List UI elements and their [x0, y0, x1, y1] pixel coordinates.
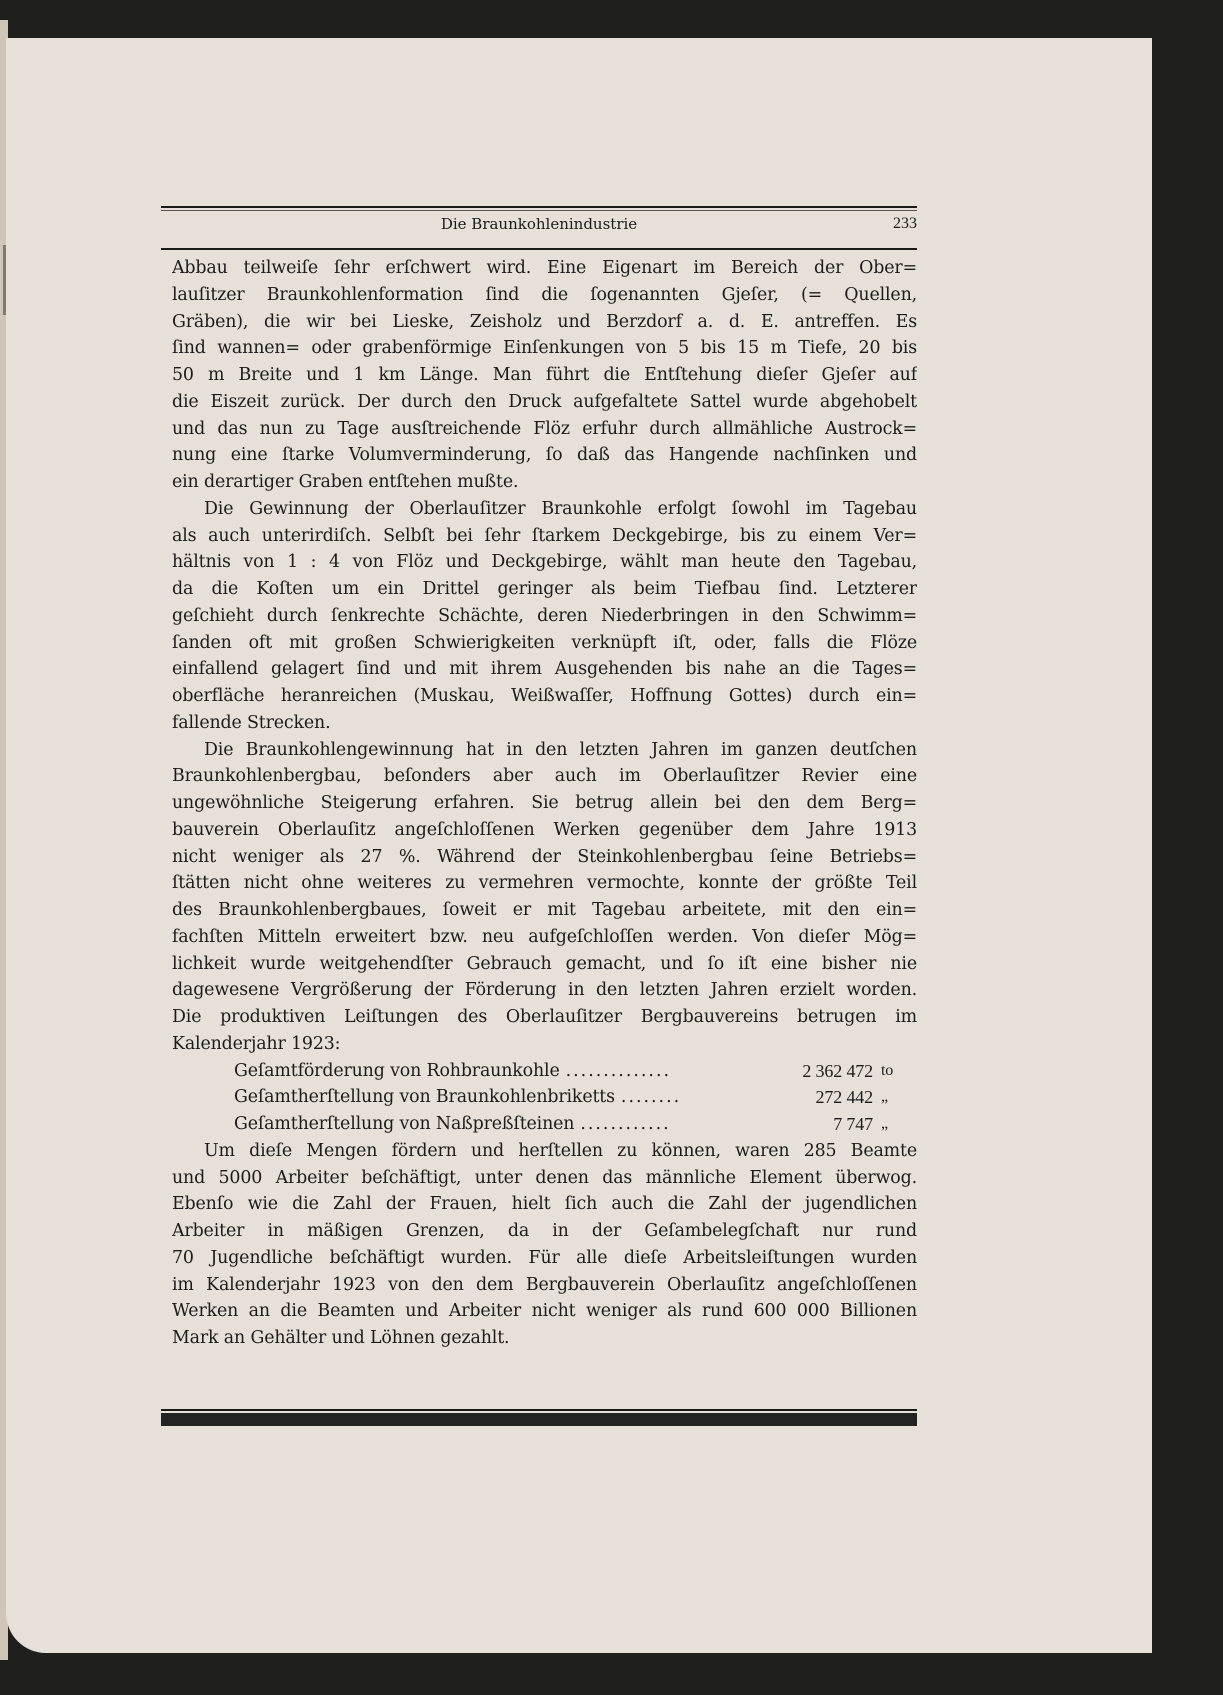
text-line: lichkeit wurde weitgehendſter Gebrauch gemacht, und ſo iſt eine bisher nie — [172, 953, 917, 974]
table-row — [172, 1111, 917, 1138]
text-line: und das nun zu Tage ausſtreichende Flöz erfuhr durch allmähliche Austrock= — [172, 418, 917, 439]
leader-dots: ........ — [620, 1087, 682, 1108]
leader-dots: ............ — [580, 1114, 671, 1134]
text-line: Die Braunkohlengewinnung hat in den letzten Jahren im ganzen deutſchen — [204, 739, 917, 760]
table-row — [172, 1058, 917, 1085]
text-line: 70 Jugendliche beſchäftigt wurden. Für alle dieſe Arbeitsleiſtungen wurden — [172, 1247, 917, 1268]
table-value: 272 442 — [815, 1087, 873, 1108]
text-line: oberfläche heranreichen (Muskau, Weißwaſſer, Hoffnung Gottes) durch ein= — [172, 686, 917, 706]
paragraph — [172, 737, 917, 1058]
text-line: Abbau teilweiſe ſehr erſchwert wird. Eine Eigenart im Bereich der Ober= — [172, 258, 917, 278]
text-line: Gräben), die wir bei Lieske, Zeisholz und Berzdorf a. d. E. antreffen. Es — [172, 311, 917, 332]
text-line: Mark an Gehälter und Löhnen gezahlt. — [172, 1328, 510, 1348]
text-line: 50 m Breite und 1 km Länge. Man führt die Entſtehung dieſer Gjeſer auf — [172, 365, 917, 385]
text-line: Die Gewinnung der Oberlauſitzer Braunkohle erfolgt ſowohl im Tagebau — [204, 498, 917, 519]
text-line: da die Koſten um ein Drittel geringer als beim Tiefbau ſind. Letzterer — [172, 579, 917, 599]
table-value: 2 362 472 — [802, 1060, 873, 1081]
text-line: dagewesene Vergrößerung der Förderung in den letzten Jahren erzielt worden. — [172, 980, 917, 1001]
text-line: Braunkohlenbergbau, beſonders aber auch im Oberlauſitzer Revier eine — [172, 766, 917, 787]
header-rule-top-thick — [161, 206, 917, 208]
table-unit: to — [881, 1061, 894, 1079]
text-line: bauverein Oberlauſitz angeſchloſſenen Werken gegenüber dem Jahre 1913 — [172, 819, 917, 840]
production-table — [172, 1058, 917, 1138]
text-line: Arbeiter in mäßigen Grenzen, da in der Geſambelegſchaft nur rund — [172, 1221, 917, 1241]
text-line: im Kalenderjahr 1923 von den dem Bergbauverein Oberlauſitz angeſchloſſenen — [172, 1274, 917, 1295]
footer-rule-thick — [161, 1413, 917, 1426]
header-rule-top-thin — [161, 210, 917, 211]
text-line: als auch unterirdiſch. Selbſt bei ſehr ſtarkem Deckgebirge, bis zu einem Ver= — [172, 525, 917, 546]
text-line: hältnis von 1 : 4 von Flöz und Deckgebirge, wählt man heute den Tagebau, — [172, 552, 917, 573]
text-line: ungewöhnliche Steigerung erfahren. Sie betrug allein bei den dem Berg= — [172, 793, 917, 813]
table-label: Geſamtherſtellung von Naßpreßſteinen — [234, 1114, 575, 1134]
text-line: Um dieſe Mengen fördern und herſtellen zu können, waren 285 Beamte — [204, 1140, 917, 1161]
text-line: ſtätten nicht ohne weiteres zu vermehren vermochte, konnte der größte Teil — [172, 873, 917, 894]
footer-rule-thin — [161, 1409, 917, 1411]
text-line: einfallend gelagert ſind und mit ihrem Ausgehenden bis nahe an die Tages= — [172, 659, 917, 680]
text-line: Werken an die Beamten und Arbeiter nicht weniger als rund 600 000 Billionen — [172, 1301, 917, 1322]
table-label: Geſamtförderung von Rohbraunkohle — [234, 1060, 560, 1081]
table-unit: „ — [881, 1115, 888, 1132]
text-line: geſchieht durch ſenkrechte Schächte, deren Niederbringen in den Schwimm= — [172, 605, 917, 626]
table-label: Geſamtherſtellung von Braunkohlenbriketts — [234, 1087, 615, 1108]
table-unit: „ — [881, 1088, 888, 1106]
text-line: ſind wannen= oder grabenförmige Einſenkungen von 5 bis 15 m Tiefe, 20 bis — [172, 338, 917, 359]
text-line: die Eiszeit zurück. Der durch den Druck aufgefaltete Sattel wurde abgehobelt — [172, 391, 917, 412]
page-number: 233 — [893, 215, 917, 232]
paragraph — [172, 496, 917, 737]
text-line: fallende Strecken. — [172, 712, 331, 733]
body-text — [172, 255, 917, 1352]
text-line: Die produktiven Leiſtungen des Oberlauſitzer Bergbauvereins betrugen im — [172, 1007, 917, 1027]
leader-dots: .............. — [565, 1060, 672, 1081]
table-row — [172, 1084, 917, 1111]
paragraph — [172, 255, 917, 496]
text-line: nicht weniger als 27 %. Während der Steinkohlenbergbau ſeine Betriebs= — [172, 846, 917, 867]
text-line: des Braunkohlenbergbaues, ſoweit er mit Tagebau arbeitete, mit den ein= — [172, 900, 917, 920]
text-line: nung eine ſtarke Volumverminderung, ſo daß das Hangende nachſinken und — [172, 445, 917, 466]
text-line: ein derartiger Graben entſtehen mußte. — [172, 472, 519, 492]
text-line: Ebenſo wie die Zahl der Frauen, hielt ſich auch die Zahl der jugendlichen — [172, 1194, 917, 1215]
text-line: fachſten Mitteln erweitert bzw. neu aufgeſchloſſen werden. Von dieſer Mög= — [172, 926, 917, 947]
table-value: 7 747 — [833, 1114, 873, 1134]
text-line: und 5000 Arbeiter beſchäftigt, unter denen das männliche Element überwog. — [172, 1167, 917, 1188]
paragraph — [172, 1138, 917, 1352]
header-rule-bottom — [161, 248, 917, 250]
text-line: lauſitzer Braunkohlenformation ſind die ſogenannten Gjeſer, (= Quellen, — [172, 284, 917, 305]
running-header: Die Braunkohlenindustrie — [440, 215, 638, 233]
text-line: Kalenderjahr 1923: — [172, 1033, 341, 1054]
text-line: ſanden oft mit großen Schwierigkeiten verknüpft iſt, oder, falls die Flöze — [172, 632, 917, 653]
